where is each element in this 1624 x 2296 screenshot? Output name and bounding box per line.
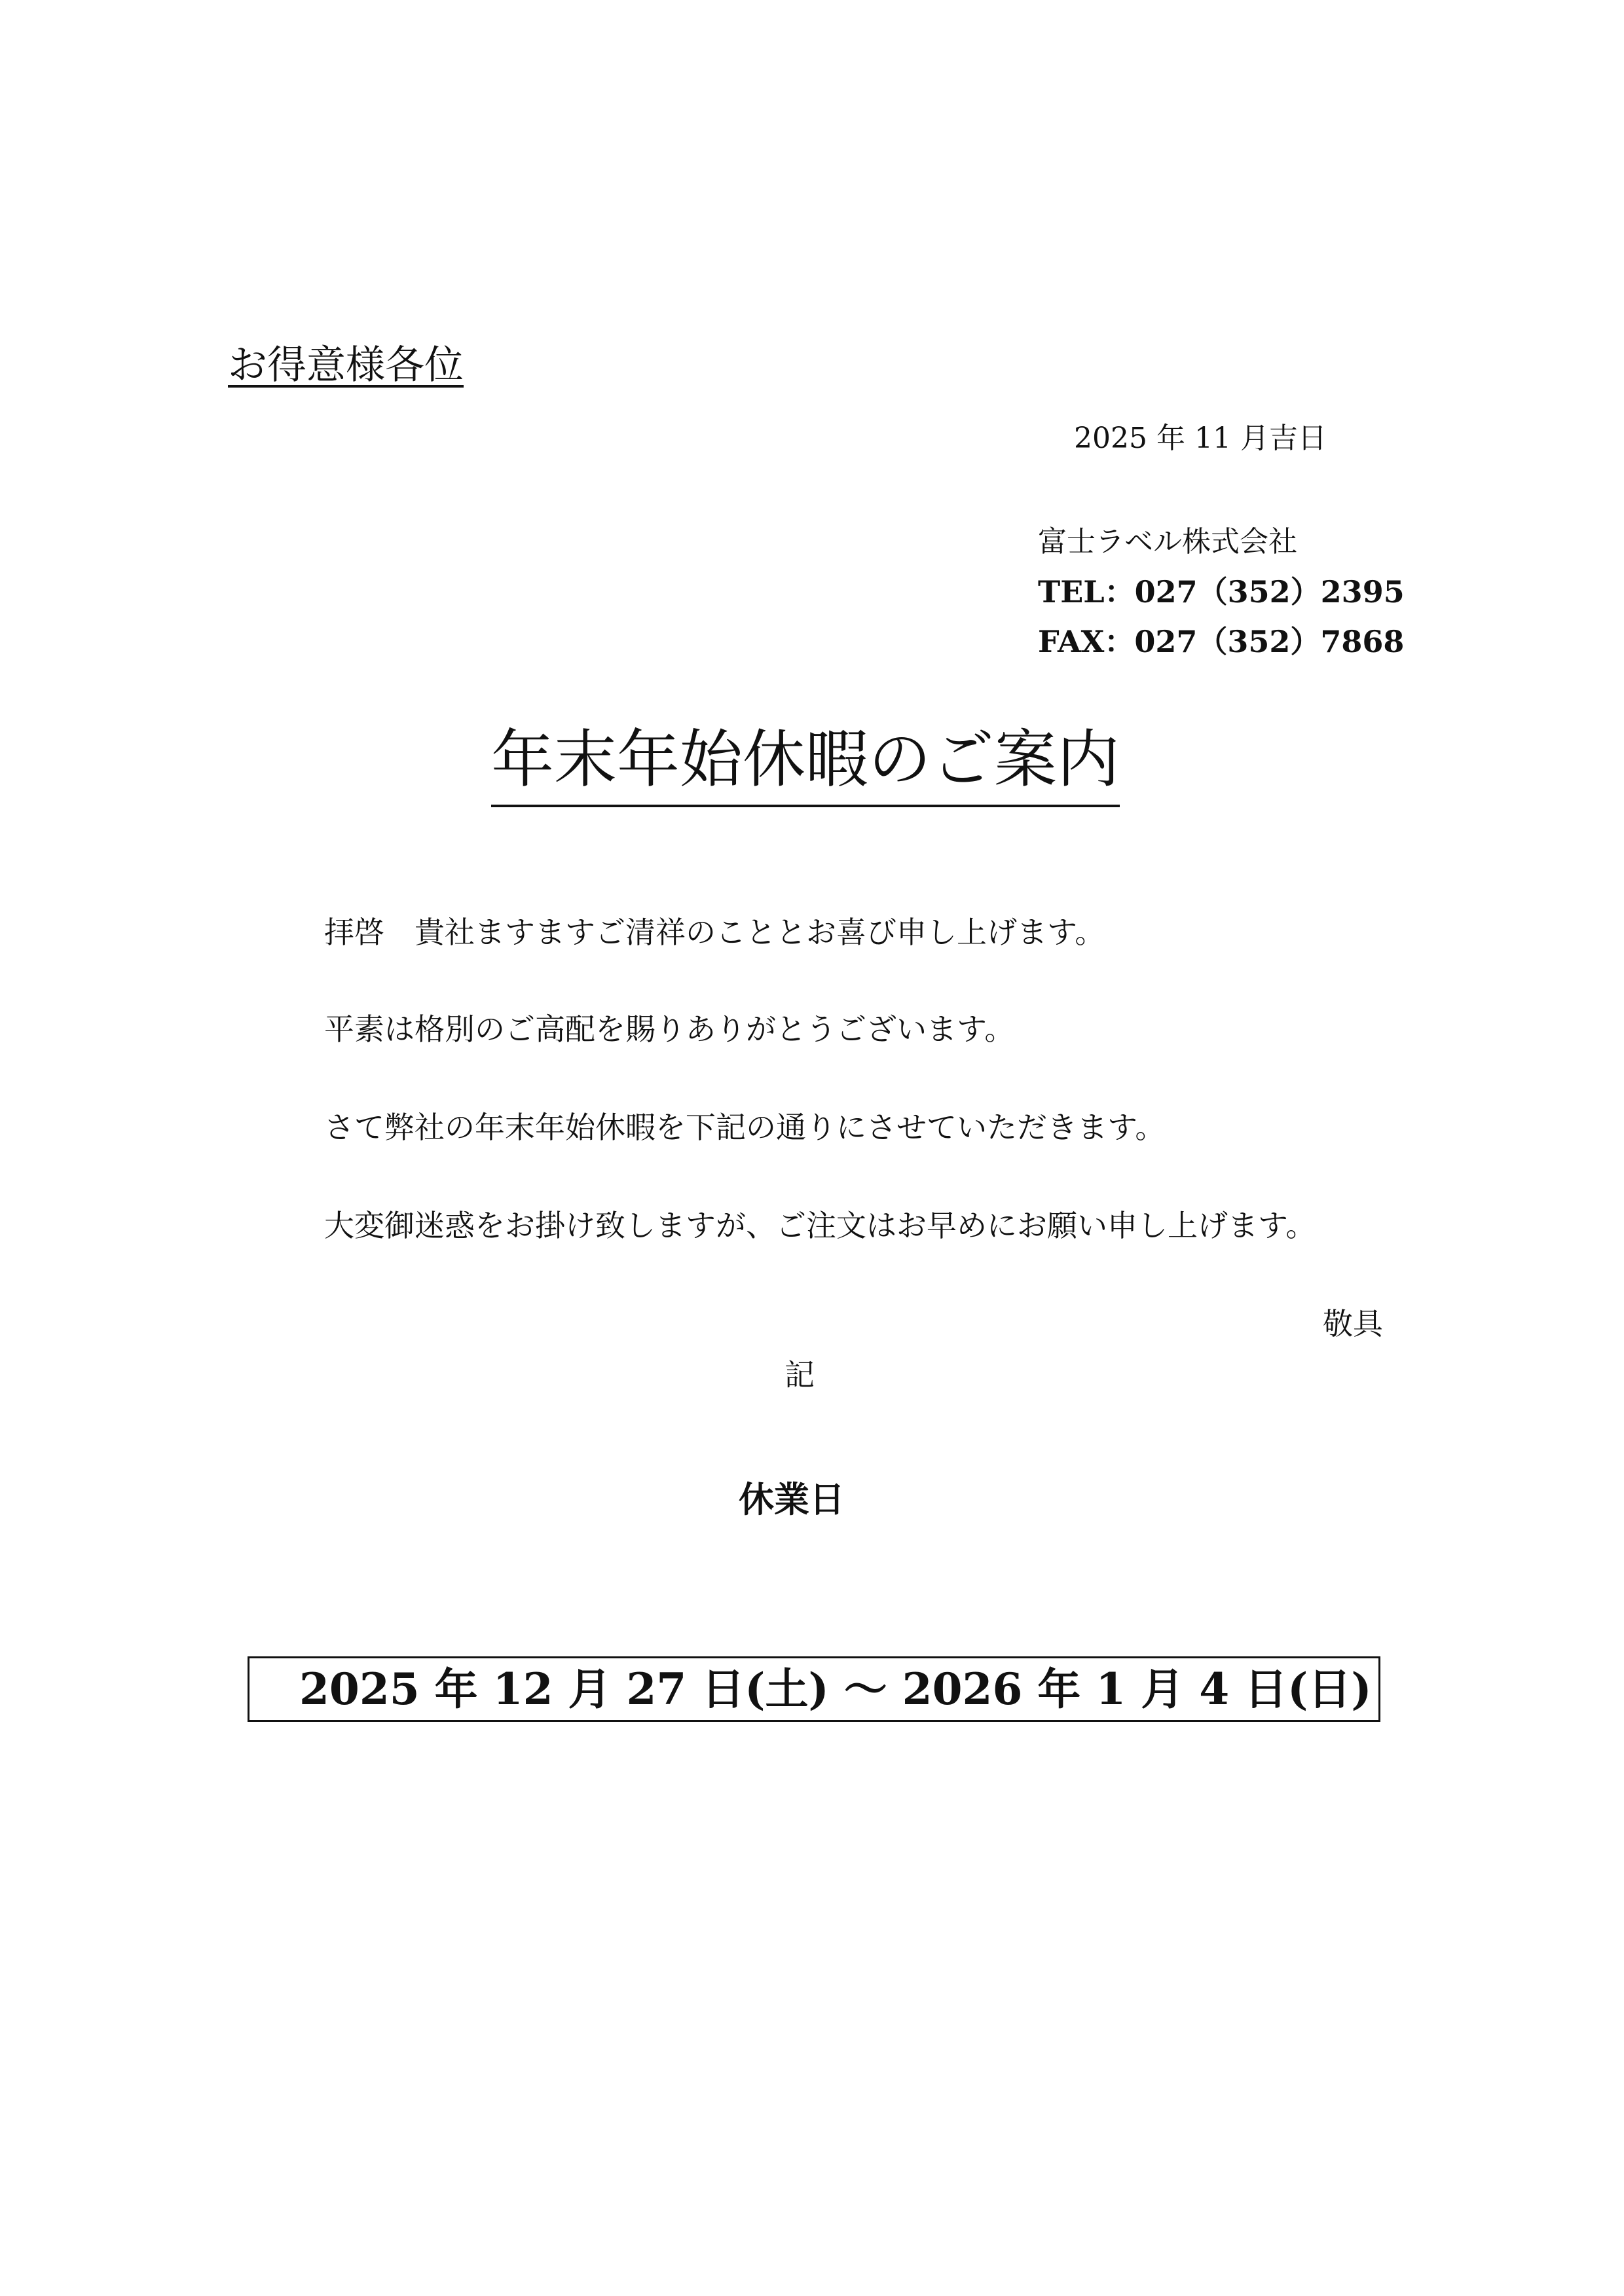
holiday-label: 休業日 xyxy=(739,1479,845,1520)
issue-date: 2025 年 11 月吉日 xyxy=(1074,422,1327,455)
fax-number: FAX：027（352）7868 xyxy=(1038,624,1405,659)
document-title: 年末年始休暇のご案内 xyxy=(491,717,1120,807)
body-paragraph-request: 大変御迷惑をお掛け致しますが、ご注文はお早めにお願い申し上げます。 xyxy=(324,1208,1316,1243)
company-name: 富士ラベル株式会社 xyxy=(1038,525,1297,558)
sender-block xyxy=(1038,517,1405,666)
ki-heading: 記 xyxy=(784,1357,815,1393)
addressee: お得意様各位 xyxy=(228,342,464,388)
body-paragraph-announcement: さて弊社の年末年始休暇を下記の通りにさせていただきます。 xyxy=(324,1110,1166,1145)
holiday-period: 2025 年 12 月 27 日(土) ～ 2026 年 1 月 4 日(日) xyxy=(299,1664,1372,1715)
telephone-number: TEL：027（352）2395 xyxy=(1038,574,1405,610)
body-paragraph-greeting: 拝啓 貴社ますますご清祥のこととお喜び申し上げます。 xyxy=(324,915,1105,950)
document-title-wrapper xyxy=(0,717,1611,807)
body-paragraph-thanks: 平素は格別のご高配を賜りありがとうございます。 xyxy=(324,1011,1015,1047)
holiday-period-box xyxy=(248,1656,1380,1722)
closing-salutation: 敬具 xyxy=(1323,1306,1383,1341)
